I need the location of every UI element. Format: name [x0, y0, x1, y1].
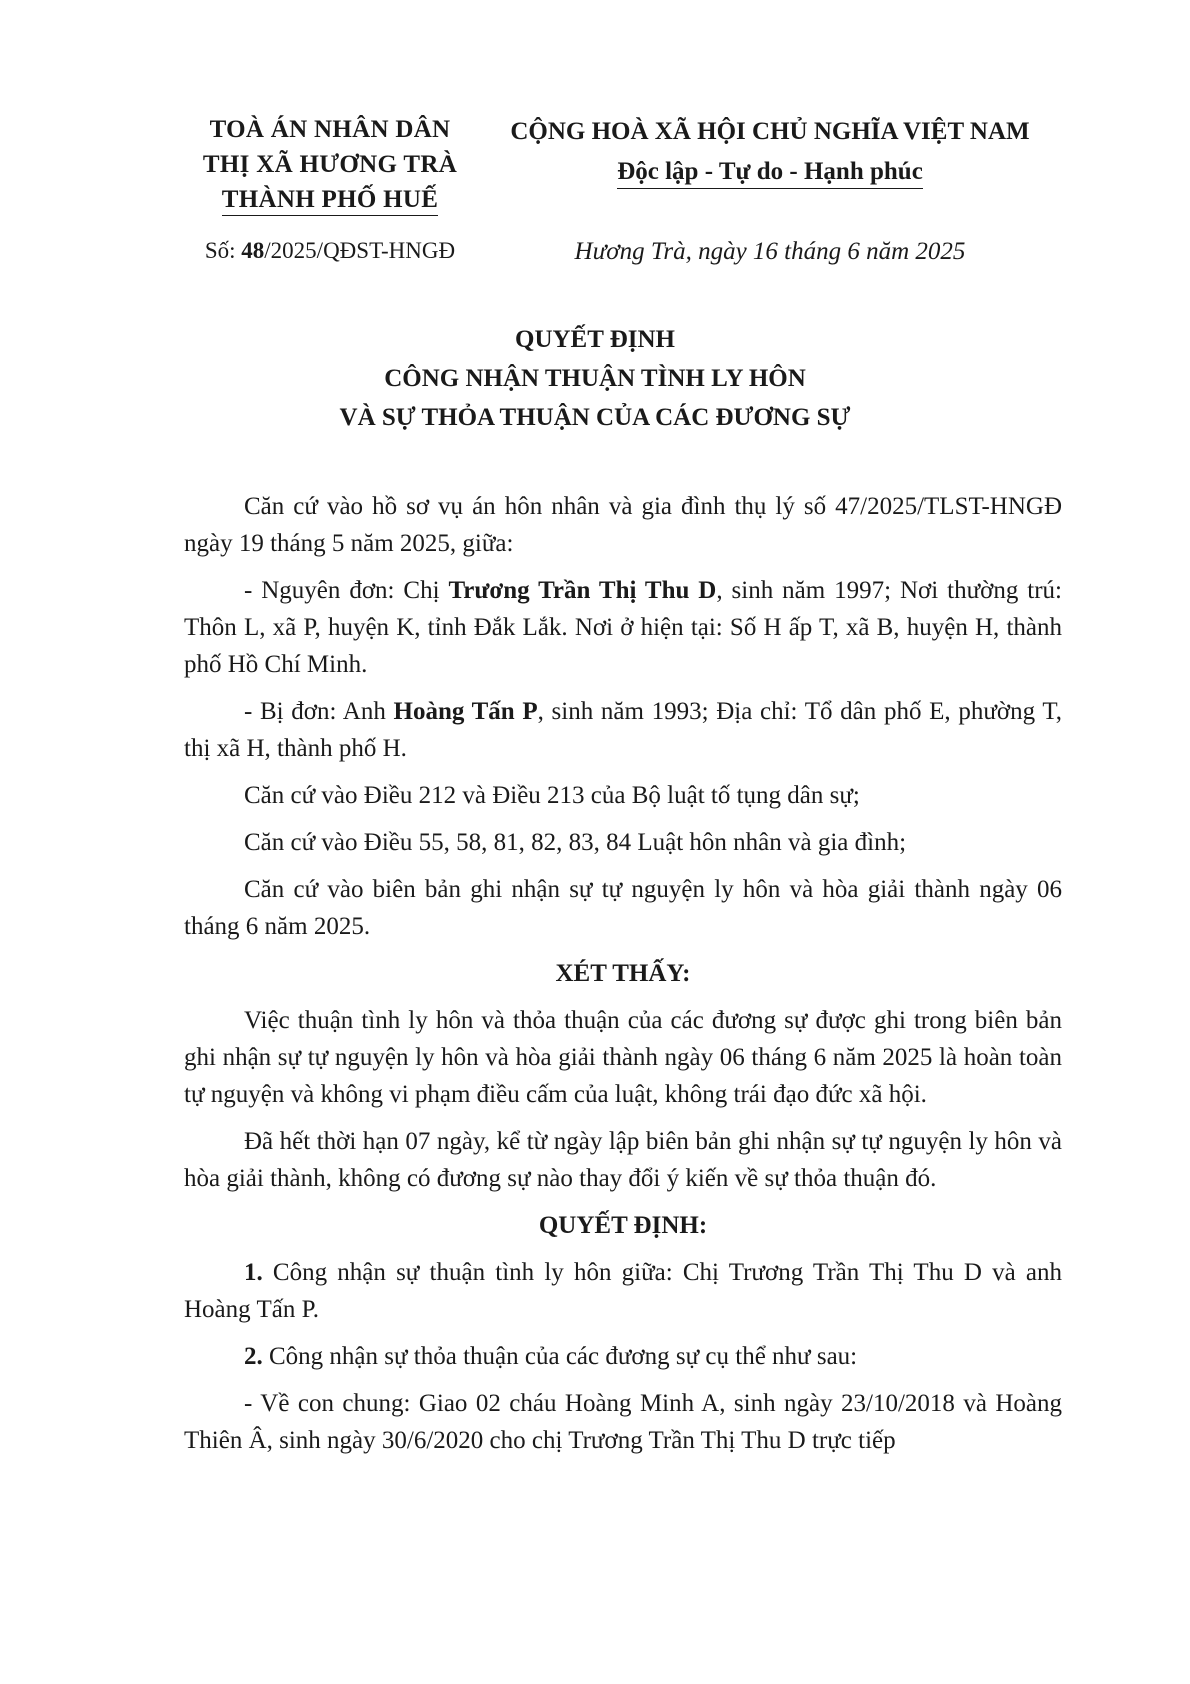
findings-paragraph-1: Việc thuận tình ly hôn và thỏa thuận của các đương sự được ghi trong biên bản ghi nhận sự tự nguyện ly hôn và hòa giải thành ngày 06 tháng 6 năm 2025 là hoàn toàn tự nguyện và không vi phạm điều cấm của luật, không trái đạo đức xã hội.	[184, 1007, 1062, 1108]
children-paragraph: - Về con chung: Giao 02 cháu Hoàng Minh A, sinh ngày 23/10/2018 và Hoàng Thiên Â, sinh ngày 30/6/2020 cho chị Trương Trần Thị Thu D trực tiếp	[184, 1390, 1062, 1454]
findings-heading: XÉT THẤY:	[555, 960, 691, 987]
nation-motto: Độc lập - Tự do - Hạnh phúc	[617, 156, 923, 189]
title-line-2: CÔNG NHẬN THUẬN TÌNH LY HÔN	[384, 365, 806, 392]
plaintiff-paragraph	[184, 572, 1062, 683]
defendant-prefix: - Bị đơn: Anh	[244, 698, 394, 725]
decision-item-1	[184, 1254, 1062, 1328]
plaintiff-details: , sinh năm 1997; Nơi thường trú: Thôn L, xã P, huyện K, tỉnh Đắk Lắk. Nơi ở hiện tại: Số H ấp T, xã B, huyện H, thành phố Hồ Chí Minh.	[184, 577, 1062, 678]
defendant-paragraph	[184, 693, 1062, 767]
decision-item-2	[184, 1338, 1062, 1375]
decision-heading: QUYẾT ĐỊNH:	[538, 1212, 708, 1239]
number-value: 48	[241, 238, 265, 263]
court-line-3: THÀNH PHỐ HUẾ	[222, 185, 438, 216]
plaintiff-name: Trương Trần Thị Thu D	[448, 577, 717, 604]
decision-item-2-text: Công nhận sự thỏa thuận của các đương sự cụ thể như sau:	[262, 1343, 858, 1370]
title-line-3: VÀ SỰ THỎA THUẬN CỦA CÁC ĐƯƠNG SỰ	[339, 404, 851, 431]
nation-header	[505, 112, 1035, 192]
plaintiff-prefix: - Nguyên đơn: Chị	[244, 577, 449, 604]
court-line-1: TOÀ ÁN NHÂN DÂN	[209, 116, 451, 143]
number-suffix: /2025/QĐST-HNGĐ	[264, 238, 456, 263]
decision-item-1-number: 1.	[244, 1259, 263, 1286]
document-body	[184, 488, 1062, 1469]
defendant-name: Hoàng Tấn P	[393, 698, 538, 725]
document-number	[180, 238, 480, 264]
decision-item-1-text: Công nhận sự thuận tình ly hôn giữa: Chị Trương Trần Thị Thu D và anh Hoàng Tấn P.	[184, 1259, 1062, 1323]
basis-case-file: Căn cứ vào hồ sơ vụ án hôn nhân và gia đình thụ lý số 47/2025/TLST-HNGĐ ngày 19 tháng 5 năm 2025, giữa:	[184, 493, 1062, 557]
court-header	[180, 112, 480, 217]
title-line-1: QUYẾT ĐỊNH	[515, 326, 675, 353]
basis-reconciliation-record: Căn cứ vào biên bản ghi nhận sự tự nguyện ly hôn và hòa giải thành ngày 06 tháng 6 năm 2025.	[184, 876, 1062, 940]
number-prefix: Số:	[204, 238, 242, 263]
decision-item-2-number: 2.	[244, 1343, 263, 1370]
basis-family-law: Căn cứ vào Điều 55, 58, 81, 82, 83, 84 Luật hôn nhân và gia đình;	[244, 829, 907, 856]
basis-civil-procedure: Căn cứ vào Điều 212 và Điều 213 của Bộ luật tố tụng dân sự;	[244, 782, 860, 809]
defendant-details: , sinh năm 1993; Địa chỉ: Tổ dân phố E, phường T, thị xã H, thành phố H.	[184, 698, 1062, 762]
nation-name: CỘNG HOÀ XÃ HỘI CHỦ NGHĨA VIỆT NAM	[510, 118, 1030, 145]
findings-paragraph-2: Đã hết thời hạn 07 ngày, kể từ ngày lập biên bản ghi nhận sự tự nguyện ly hôn và hòa giải thành, không có đương sự nào thay đổi ý kiến về sự thỏa thuận đó.	[184, 1128, 1062, 1192]
document-date: Hương Trà, ngày 16 tháng 6 năm 2025	[574, 238, 966, 265]
court-line-2: THỊ XÃ HƯƠNG TRÀ	[202, 151, 458, 178]
document-title	[0, 320, 1190, 437]
